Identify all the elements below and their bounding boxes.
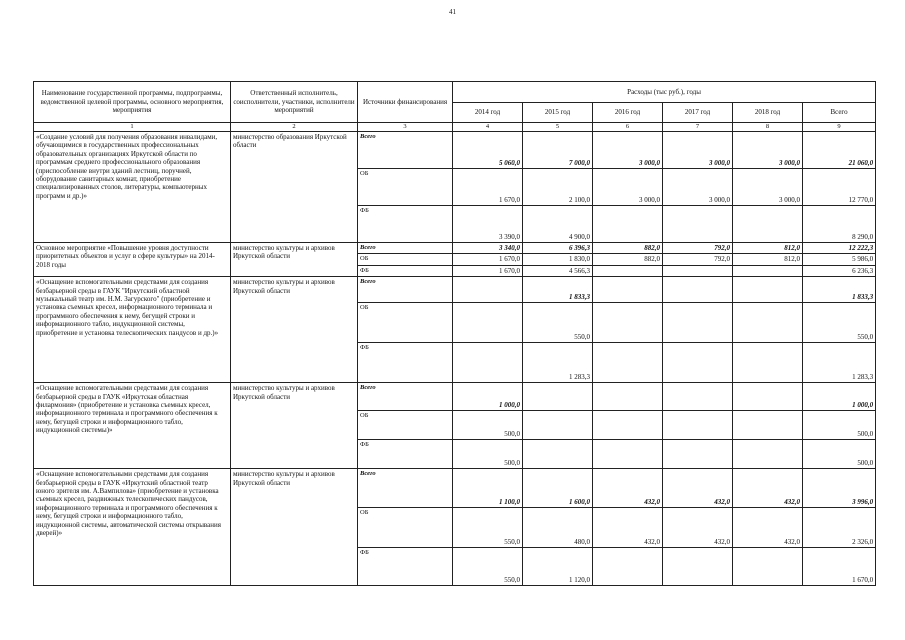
table-row [34,469,876,508]
amount-cell: 8 290,0 [803,206,876,243]
page-number: 41 [449,8,456,16]
amount-cell: 6 396,3 [523,243,593,254]
amount-cell [663,303,733,343]
amount-cell: 432,0 [733,469,803,508]
header-year-2017: 2017 год [663,103,733,123]
executor-cell: министерство культуры и архивов Иркутской области [231,277,358,383]
column-number: 3 [358,123,453,132]
header-funding-source: Источники финансирования [358,82,453,123]
amount-cell [733,277,803,303]
amount-cell [733,383,803,411]
amount-cell: 500,0 [803,411,876,440]
amount-cell: 3 000,0 [733,169,803,206]
amount-cell: 432,0 [593,469,663,508]
amount-cell [733,548,803,586]
amount-cell [663,343,733,383]
amount-cell: 480,0 [523,508,593,548]
executor-cell: министерство культуры и архивов Иркутской области [231,383,358,469]
amount-cell: 792,0 [663,254,733,265]
amount-cell [523,383,593,411]
funding-source-cell: ОБ [358,508,453,548]
amount-cell: 1 670,0 [453,265,523,276]
header-expenses: Расходы (тыс руб.), годы [453,82,876,103]
amount-cell [663,548,733,586]
column-numbers-row [34,123,876,132]
amount-cell: 5 060,0 [453,132,523,169]
amount-cell: 812,0 [733,243,803,254]
amount-cell: 550,0 [523,303,593,343]
amount-cell [733,440,803,469]
amount-cell [523,411,593,440]
funding-source-cell: ОБ [358,169,453,206]
funding-source-cell: ФБ [358,206,453,243]
header-year-2016: 2016 год [593,103,663,123]
funding-source-cell: ФБ [358,265,453,276]
amount-cell [523,440,593,469]
amount-cell [733,303,803,343]
amount-cell [663,265,733,276]
amount-cell: 12 770,0 [803,169,876,206]
amount-cell [453,343,523,383]
amount-cell: 3 000,0 [593,132,663,169]
funding-source-cell: ОБ [358,254,453,265]
funding-source-cell: Всего [358,243,453,254]
amount-cell: 500,0 [453,440,523,469]
table-row [34,132,876,169]
program-name-cell: «Создание условий для получения образования инвалидами, обучающимися в государственных профессиональных образовательных организациях Иркутской области по программам среднего профессионального образования (приспособление внутри зданий лестниц, поручней, оборудование санитарных комнат, приобретение специализированных столов, литературы, компьютерных программ и др.)» [34,132,231,243]
amount-cell [453,303,523,343]
amount-cell: 3 340,0 [453,243,523,254]
amount-cell: 500,0 [803,440,876,469]
column-number: 4 [453,123,523,132]
amount-cell [593,411,663,440]
amount-cell: 1 283,3 [523,343,593,383]
amount-cell: 432,0 [663,469,733,508]
amount-cell: 1 283,3 [803,343,876,383]
amount-cell: 7 000,0 [523,132,593,169]
amount-cell [593,548,663,586]
amount-cell: 1 100,0 [453,469,523,508]
amount-cell: 882,0 [593,243,663,254]
header-program-name: Наименование государственной программы, подпрограммы, ведомственной целевой программы, основного мероприятия, мероприятия [34,82,231,123]
amount-cell: 3 000,0 [663,169,733,206]
amount-cell: 882,0 [593,254,663,265]
funding-source-cell: ФБ [358,548,453,586]
column-number: 8 [733,123,803,132]
amount-cell: 1 000,0 [453,383,523,411]
funding-source-cell: ФБ [358,440,453,469]
amount-cell: 812,0 [733,254,803,265]
amount-cell: 1 833,3 [523,277,593,303]
amount-cell [663,206,733,243]
funding-source-cell: ОБ [358,411,453,440]
funding-source-cell: ОБ [358,303,453,343]
table-row [34,243,876,254]
amount-cell [663,411,733,440]
amount-cell: 792,0 [663,243,733,254]
program-name-cell: «Оснащение вспомогательными средствами для создания безбарьерной среды в ГАУК "Иркутский областной музыкальный театр им. Н.М. Загурского" (приобретение и установка съемных кресел, информационного терминала и программного обеспечения к нему, бегущей строки и информационного табло, индукционной системы, приобретение и установка телескопических пандусов и др.)» [34,277,231,383]
amount-cell: 1 670,0 [453,169,523,206]
executor-cell: министерство образования Иркутской области [231,132,358,243]
amount-cell [593,343,663,383]
column-number: 6 [593,123,663,132]
column-number: 9 [803,123,876,132]
executor-cell: министерство культуры и архивов Иркутской области [231,469,358,586]
amount-cell: 3 000,0 [593,169,663,206]
amount-cell: 432,0 [593,508,663,548]
amount-cell: 550,0 [803,303,876,343]
header-year-2018: 2018 год [733,103,803,123]
amount-cell: 2 326,0 [803,508,876,548]
amount-cell: 500,0 [453,411,523,440]
amount-cell: 5 986,0 [803,254,876,265]
amount-cell [593,265,663,276]
table-row [34,383,876,411]
amount-cell: 432,0 [733,508,803,548]
amount-cell: 432,0 [663,508,733,548]
program-name-cell: Основное мероприятие «Повышение уровня доступности приоритетных объектов и услуг в сфере культуры» на 2014-2018 годы [34,243,231,277]
amount-cell: 3 996,0 [803,469,876,508]
amount-cell: 3 390,0 [453,206,523,243]
budget-table [33,81,876,586]
amount-cell [593,206,663,243]
column-number: 5 [523,123,593,132]
amount-cell: 1 000,0 [803,383,876,411]
amount-cell: 1 833,3 [803,277,876,303]
amount-cell [733,343,803,383]
funding-source-cell: Всего [358,383,453,411]
amount-cell [733,411,803,440]
amount-cell: 1 830,0 [523,254,593,265]
amount-cell [663,277,733,303]
header-year-2014: 2014 год [453,103,523,123]
amount-cell: 4 566,3 [523,265,593,276]
amount-cell: 2 100,0 [523,169,593,206]
amount-cell [593,383,663,411]
amount-cell: 21 060,0 [803,132,876,169]
amount-cell: 550,0 [453,508,523,548]
program-name-cell: «Оснащение вспомогательными средствами для создания безбарьерной среды в ГАУК «Иркутский областной театр юного зрителя им. А.Вампилова» (приобретение и установка съемных кресел, раздвижных телескопических пандусов, информационного терминала и программного обеспечения к нему, бегущей строки и информационного табло, индукционной системы, автоматической системы открывания дверей)» [34,469,231,586]
amount-cell: 550,0 [453,548,523,586]
amount-cell: 3 000,0 [733,132,803,169]
amount-cell [663,440,733,469]
header-year-2015: 2015 год [523,103,593,123]
amount-cell [453,277,523,303]
amount-cell [663,383,733,411]
amount-cell: 1 120,0 [523,548,593,586]
program-name-cell: «Оснащение вспомогательными средствами для создания безбарьерной среды в ГАУК «Иркутская областная филармония» (приобретение и установка съемных кресел, информационного терминала и программного обеспечения к нему, бегущей строки и информационного табло, индукционной системы)» [34,383,231,469]
header-executor: Ответственный исполнитель, соисполнители, участники, исполнители мероприятий [231,82,358,123]
amount-cell: 12 222,3 [803,243,876,254]
amount-cell: 4 900,0 [523,206,593,243]
amount-cell: 3 000,0 [663,132,733,169]
funding-source-cell: Всего [358,132,453,169]
table-row [34,277,876,303]
funding-source-cell: ФБ [358,343,453,383]
executor-cell: министерство культуры и архивов Иркутской области [231,243,358,277]
amount-cell [733,206,803,243]
column-number: 1 [34,123,231,132]
funding-source-cell: Всего [358,277,453,303]
column-number: 2 [231,123,358,132]
amount-cell: 1 670,0 [803,548,876,586]
amount-cell: 6 236,3 [803,265,876,276]
amount-cell: 1 600,0 [523,469,593,508]
header-total: Всего [803,103,876,123]
amount-cell [593,277,663,303]
amount-cell [593,303,663,343]
amount-cell: 1 670,0 [453,254,523,265]
amount-cell [733,265,803,276]
amount-cell [593,440,663,469]
column-number: 7 [663,123,733,132]
funding-source-cell: Всего [358,469,453,508]
